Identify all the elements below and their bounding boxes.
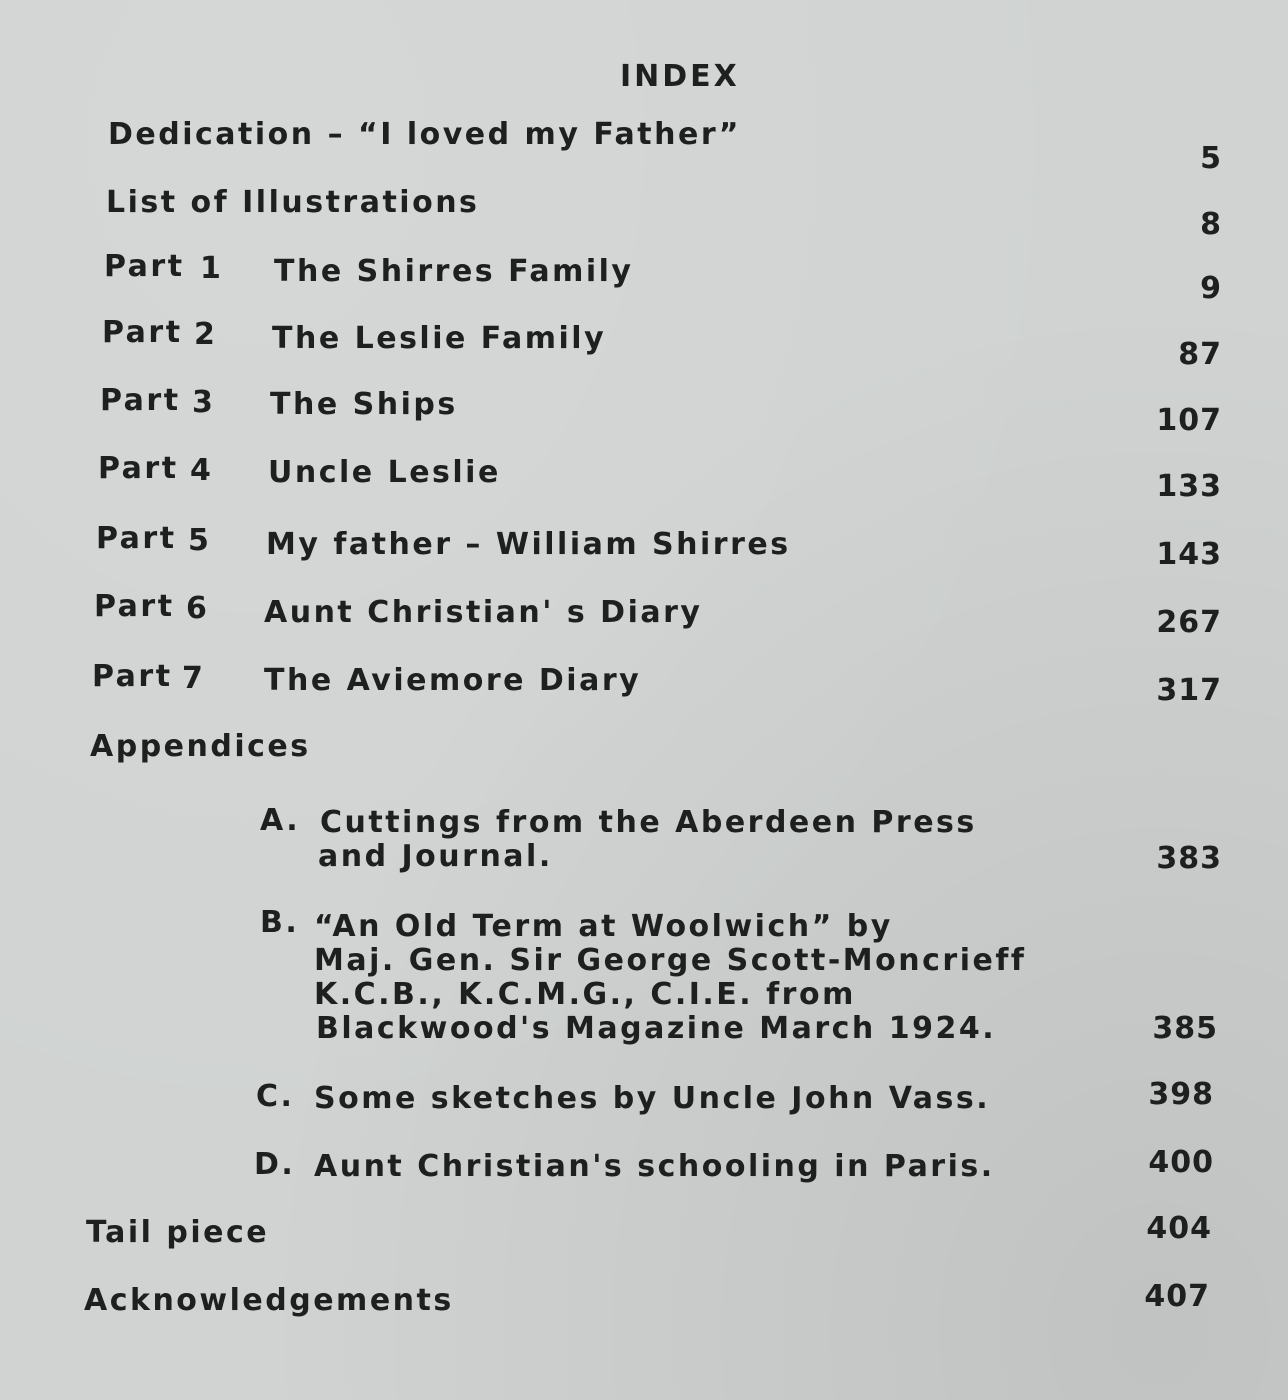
part-page: 107: [1156, 403, 1222, 438]
part-label: Part: [102, 315, 183, 350]
part-number: 7: [182, 661, 206, 696]
appendix-line: and Journal.: [318, 839, 553, 874]
appendix-page: 400: [1148, 1145, 1214, 1180]
part-title: Aunt Christian' s Diary: [264, 595, 703, 630]
part-page: 9: [1200, 271, 1222, 306]
appendix-line: Aunt Christian's schooling in Paris.: [314, 1149, 995, 1184]
appendix-line: “An Old Term at Woolwich” by: [314, 909, 893, 944]
dedication-label: Dedication – “I loved my Father”: [108, 117, 741, 152]
part-number: 2: [194, 317, 218, 352]
appendix-letter: A.: [260, 803, 301, 838]
part-page: 317: [1156, 673, 1222, 708]
part-title: The Ships: [270, 387, 458, 422]
part-number: 6: [186, 591, 210, 626]
appendix-line: Some sketches by Uncle John Vass.: [314, 1081, 991, 1116]
part-title: The Shirres Family: [274, 254, 634, 289]
part-number: 3: [192, 385, 216, 420]
illustrations-page: 8: [1200, 207, 1222, 242]
appendix-page: 385: [1152, 1011, 1218, 1046]
appendix-line: K.C.B., K.C.M.G., C.I.E. from: [314, 977, 856, 1012]
part-label: Part: [94, 589, 175, 624]
index-title: INDEX: [620, 59, 740, 94]
appendix-letter: C.: [256, 1079, 295, 1114]
illustrations-label: List of Illustrations: [106, 185, 480, 220]
tail-piece-label: Tail piece: [86, 1215, 270, 1250]
appendix-letter: D.: [254, 1147, 296, 1182]
part-page: 87: [1178, 337, 1222, 372]
acknowledgements-label: Acknowledgements: [84, 1283, 454, 1318]
acknowledgements-page: 407: [1144, 1279, 1210, 1314]
part-page: 267: [1156, 605, 1222, 640]
part-label: Part: [104, 249, 185, 284]
appendix-page: 383: [1156, 841, 1222, 876]
part-number: 4: [190, 453, 214, 488]
appendix-line: Maj. Gen. Sir George Scott-Moncrieff: [314, 943, 1027, 978]
tail-piece-page: 404: [1146, 1211, 1212, 1246]
part-label: Part: [92, 659, 173, 694]
part-title: Uncle Leslie: [268, 455, 501, 490]
part-label: Part: [100, 383, 181, 418]
appendix-line: Blackwood's Magazine March 1924.: [316, 1011, 997, 1046]
dedication-page: 5: [1200, 141, 1222, 176]
appendix-line: Cuttings from the Aberdeen Press: [320, 805, 977, 840]
appendices-heading: Appendices: [90, 729, 311, 764]
part-title: The Aviemore Diary: [264, 663, 642, 698]
part-number: 1: [200, 251, 224, 286]
part-title: My father – William Shirres: [266, 527, 791, 562]
part-label: Part: [98, 451, 179, 486]
appendix-page: 398: [1148, 1077, 1214, 1112]
part-page: 133: [1156, 469, 1222, 504]
part-title: The Leslie Family: [272, 321, 607, 356]
part-label: Part: [96, 521, 177, 556]
part-page: 143: [1156, 537, 1222, 572]
part-number: 5: [188, 523, 212, 558]
appendix-letter: B.: [260, 905, 300, 940]
